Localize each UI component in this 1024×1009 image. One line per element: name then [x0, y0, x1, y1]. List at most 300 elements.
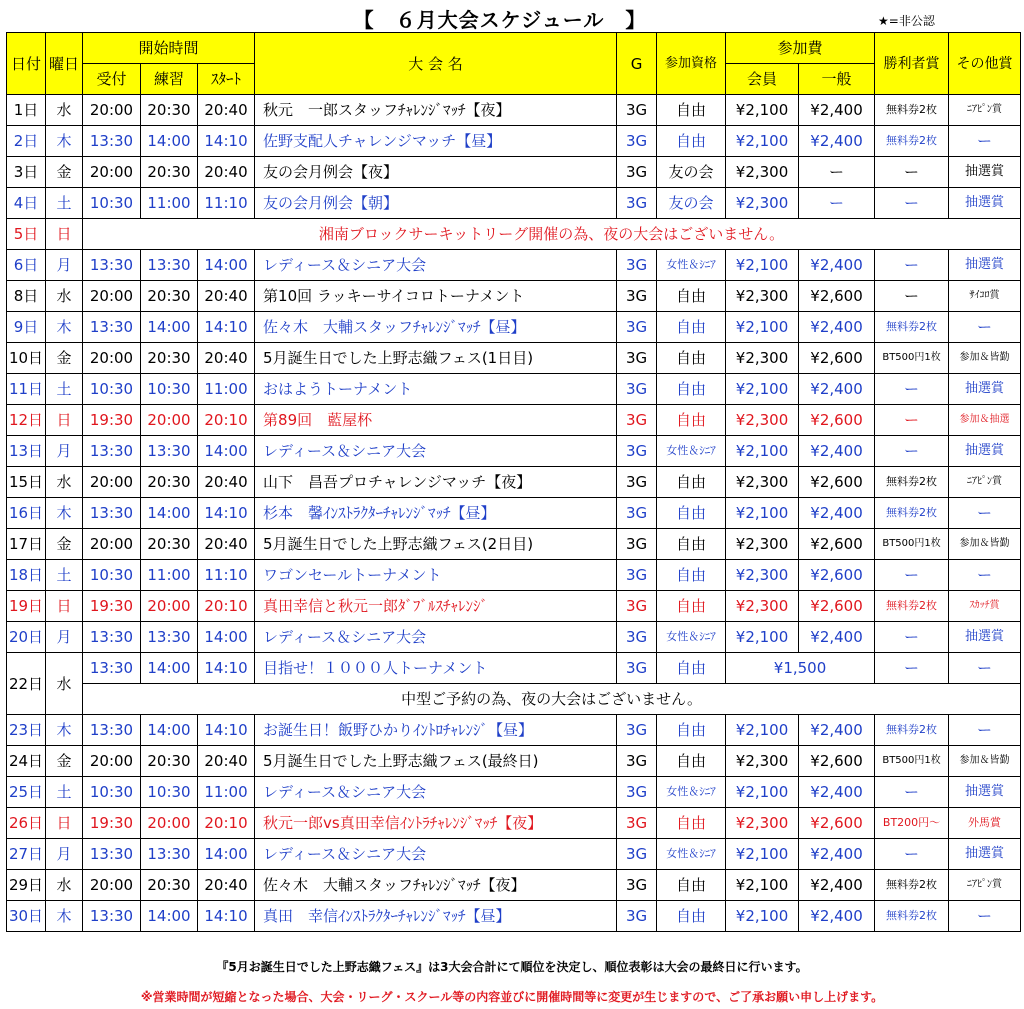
row-other-prize: 抽選賞	[949, 777, 1021, 808]
row-winner-prize: 無料券2枚	[875, 467, 949, 498]
row-general-fee: ー	[799, 188, 875, 219]
row-other-prize: 抽選賞	[949, 622, 1021, 653]
row-weekday: 土	[46, 374, 83, 405]
row-practice: 20:30	[141, 746, 198, 777]
row-g: 3G	[617, 498, 657, 529]
row-name: 佐々木 大輔スタッフﾁｬﾚﾝｼﾞﾏｯﾁ【夜】	[255, 870, 617, 901]
row-reception: 13:30	[83, 498, 141, 529]
header-date: 日付	[7, 33, 46, 95]
row-practice: 13:30	[141, 250, 198, 281]
row-name: 5月誕生日でした上野志織フェス(2日目)	[255, 529, 617, 560]
row-weekday: 水	[46, 870, 83, 901]
schedule-table	[6, 32, 1021, 932]
row-date: 30日	[7, 901, 46, 932]
row-general-fee: ¥2,400	[799, 95, 875, 126]
row-start: 20:40	[198, 746, 255, 777]
row-reception: 20:00	[83, 870, 141, 901]
row-practice: 20:30	[141, 870, 198, 901]
row-member-fee: ¥2,300	[726, 343, 799, 374]
row-winner-prize: ー	[875, 560, 949, 591]
row-start: 14:00	[198, 839, 255, 870]
row-practice: 20:00	[141, 405, 198, 436]
row-winner-prize: 無料券2枚	[875, 715, 949, 746]
row-reception: 10:30	[83, 374, 141, 405]
header-row-1	[7, 33, 1021, 64]
header-practice: 練習	[141, 64, 198, 95]
row-name: 杉本 馨ｲﾝｽﾄﾗｸﾀｰﾁｬﾚﾝｼﾞﾏｯﾁ【昼】	[255, 498, 617, 529]
row-general-fee: ¥2,400	[799, 498, 875, 529]
row-name: レディース＆シニア大会	[255, 622, 617, 653]
row-winner-prize: 無料券2枚	[875, 95, 949, 126]
row-date: 11日	[7, 374, 46, 405]
row-reception: 13:30	[83, 126, 141, 157]
row-reception: 13:30	[83, 622, 141, 653]
row-date: 3日	[7, 157, 46, 188]
row-general-fee: ¥2,600	[799, 281, 875, 312]
row-name: 佐々木 大輔スタッフﾁｬﾚﾝｼﾞﾏｯﾁ【昼】	[255, 312, 617, 343]
row-reception: 13:30	[83, 715, 141, 746]
row-practice: 14:00	[141, 653, 198, 684]
row-member-fee: ¥2,300	[726, 560, 799, 591]
table-row	[7, 560, 1021, 591]
row-start: 11:10	[198, 560, 255, 591]
row-qualification: 自由	[657, 374, 726, 405]
row-name: お誕生日！飯野ひかりｲﾝﾄﾛﾁｬﾚﾝｼﾞ【昼】	[255, 715, 617, 746]
row-fee: ¥1,500	[726, 653, 875, 684]
row-g: 3G	[617, 777, 657, 808]
row-g: 3G	[617, 653, 657, 684]
row-name: おはようトーナメント	[255, 374, 617, 405]
row-qualification: 友の会	[657, 188, 726, 219]
row-name: 目指せ！１０００人トーナメント	[255, 653, 617, 684]
row-winner-prize: BT500円1枚	[875, 343, 949, 374]
row-practice: 20:30	[141, 467, 198, 498]
row-weekday: 水	[46, 653, 83, 715]
row-winner-prize: 無料券2枚	[875, 498, 949, 529]
row-winner-prize: 無料券2枚	[875, 591, 949, 622]
table-row	[7, 901, 1021, 932]
row-name: 秋元一郎vs真田幸信ｲﾝﾄﾗﾁｬﾚﾝｼﾞﾏｯﾁ【夜】	[255, 808, 617, 839]
row-weekday: 金	[46, 157, 83, 188]
row-start: 20:40	[198, 870, 255, 901]
row-date: 27日	[7, 839, 46, 870]
row-start: 14:00	[198, 436, 255, 467]
table-row	[7, 467, 1021, 498]
row-weekday: 水	[46, 95, 83, 126]
row-date: 6日	[7, 250, 46, 281]
row-reception: 13:30	[83, 839, 141, 870]
table-row	[7, 715, 1021, 746]
header-member: 会員	[726, 64, 799, 95]
row-start: 20:40	[198, 281, 255, 312]
table-row	[7, 777, 1021, 808]
row-member-fee: ¥2,300	[726, 281, 799, 312]
row-general-fee: ー	[799, 157, 875, 188]
row-g: 3G	[617, 188, 657, 219]
row-winner-prize: ー	[875, 250, 949, 281]
row-practice: 13:30	[141, 436, 198, 467]
row-practice: 20:00	[141, 808, 198, 839]
row-name: レディース＆シニア大会	[255, 436, 617, 467]
row-weekday: 木	[46, 126, 83, 157]
row-g: 3G	[617, 591, 657, 622]
row-g: 3G	[617, 622, 657, 653]
row-general-fee: ¥2,400	[799, 870, 875, 901]
header-general: 一般	[799, 64, 875, 95]
row-other-prize: 抽選賞	[949, 188, 1021, 219]
row-member-fee: ¥2,300	[726, 746, 799, 777]
table-row	[7, 250, 1021, 281]
table-row	[7, 188, 1021, 219]
row-name: ワゴンセールトーナメント	[255, 560, 617, 591]
row-name: 山下 昌吾プロチャレンジマッチ【夜】	[255, 467, 617, 498]
footnote-festival: 『5月お誕生日でした上野志織フェス』は3大会合計にて順位を決定し、順位表彰は大会の最終日に行います。	[216, 960, 808, 974]
table-row	[7, 343, 1021, 374]
row-g: 3G	[617, 281, 657, 312]
row-other-prize: 抽選賞	[949, 839, 1021, 870]
table-row	[7, 95, 1021, 126]
header-winner-prize: 勝利者賞	[875, 33, 949, 95]
header-weekday: 曜日	[46, 33, 83, 95]
header-reception: 受付	[83, 64, 141, 95]
row-qualification: 自由	[657, 343, 726, 374]
row-practice: 14:00	[141, 126, 198, 157]
row-start: 11:00	[198, 777, 255, 808]
row-qualification: 自由	[657, 467, 726, 498]
row-start: 20:40	[198, 529, 255, 560]
row-date: 26日	[7, 808, 46, 839]
row-winner-prize: BT200円～	[875, 808, 949, 839]
row-winner-prize: ー	[875, 281, 949, 312]
row-weekday: 木	[46, 715, 83, 746]
table-row	[7, 126, 1021, 157]
row-practice: 20:30	[141, 157, 198, 188]
header-fee: 参加費	[726, 33, 875, 64]
row-g: 3G	[617, 436, 657, 467]
row-reception: 10:30	[83, 188, 141, 219]
row-start: 14:00	[198, 622, 255, 653]
header-start-time: 開始時間	[83, 33, 255, 64]
row-qualification: 自由	[657, 95, 726, 126]
row-winner-prize: ー	[875, 374, 949, 405]
page-title: 【 ６月大会スケジュール 】	[353, 8, 647, 32]
row-date: 24日	[7, 746, 46, 777]
header-g: G	[617, 33, 657, 95]
row-general-fee: ¥2,400	[799, 312, 875, 343]
row-member-fee: ¥2,300	[726, 467, 799, 498]
row-general-fee: ¥2,600	[799, 405, 875, 436]
table-row	[7, 746, 1021, 777]
row-winner-prize: 無料券2枚	[875, 312, 949, 343]
row-other-prize: ｽｶｯﾁ賞	[949, 591, 1021, 622]
row-qualification: 自由	[657, 312, 726, 343]
row-general-fee: ¥2,400	[799, 126, 875, 157]
row-start: 14:10	[198, 312, 255, 343]
row-date: 13日	[7, 436, 46, 467]
row-start: 14:10	[198, 901, 255, 932]
row-name: 佐野支配人チャレンジマッチ【昼】	[255, 126, 617, 157]
table-row	[7, 808, 1021, 839]
row-other-prize: 外馬賞	[949, 808, 1021, 839]
row-date: 20日	[7, 622, 46, 653]
table-row	[7, 374, 1021, 405]
row-qualification: 自由	[657, 126, 726, 157]
row-weekday: 月	[46, 839, 83, 870]
row-other-prize: ー	[949, 715, 1021, 746]
row-weekday: 日	[46, 219, 83, 250]
footnote-notice: ※営業時間が短縮となった場合、大会・リーグ・スクール等の内容並びに開催時間等に変更が生じますので、ご了承お願い申し上げます。	[140, 990, 884, 1004]
table-row	[7, 498, 1021, 529]
row-general-fee: ¥2,400	[799, 777, 875, 808]
row-general-fee: ¥2,400	[799, 901, 875, 932]
row-date: 10日	[7, 343, 46, 374]
row-reception: 19:30	[83, 591, 141, 622]
row-name: 真田幸信と秋元一郎ﾀﾞﾌﾞﾙｽﾁｬﾚﾝｼﾞ	[255, 591, 617, 622]
row-date: 29日	[7, 870, 46, 901]
row-general-fee: ¥2,600	[799, 467, 875, 498]
table-row	[7, 312, 1021, 343]
row-qualification: 女性＆ｼﾆｱ	[657, 622, 726, 653]
row-general-fee: ¥2,600	[799, 808, 875, 839]
row-winner-prize: BT500円1枚	[875, 746, 949, 777]
row-qualification: 女性＆ｼﾆｱ	[657, 839, 726, 870]
row-practice: 13:30	[141, 839, 198, 870]
row-qualification: 自由	[657, 529, 726, 560]
row-general-fee: ¥2,600	[799, 529, 875, 560]
row-other-prize: ﾆｱﾋﾟﾝ賞	[949, 467, 1021, 498]
row-other-prize: 参加＆皆勤	[949, 529, 1021, 560]
table-row	[7, 436, 1021, 467]
row-g: 3G	[617, 839, 657, 870]
table-row-notice	[7, 684, 1021, 715]
row-qualification: 女性＆ｼﾆｱ	[657, 436, 726, 467]
header-qualification: 参加資格	[657, 33, 726, 95]
row-qualification: 女性＆ｼﾆｱ	[657, 777, 726, 808]
row-date: 2日	[7, 126, 46, 157]
row-start: 20:40	[198, 157, 255, 188]
row-name: 5月誕生日でした上野志織フェス(最終日)	[255, 746, 617, 777]
row-g: 3G	[617, 343, 657, 374]
row-member-fee: ¥2,100	[726, 95, 799, 126]
row-winner-prize: ー	[875, 777, 949, 808]
row-g: 3G	[617, 250, 657, 281]
row-member-fee: ¥2,100	[726, 901, 799, 932]
row-winner-prize: BT500円1枚	[875, 529, 949, 560]
row-date: 12日	[7, 405, 46, 436]
row-weekday: 金	[46, 746, 83, 777]
row-date: 16日	[7, 498, 46, 529]
row-winner-prize: ー	[875, 157, 949, 188]
row-name: 真田 幸信ｲﾝｽﾄﾗｸﾀｰﾁｬﾚﾝｼﾞﾏｯﾁ【昼】	[255, 901, 617, 932]
row-other-prize: ー	[949, 126, 1021, 157]
row-g: 3G	[617, 560, 657, 591]
row-member-fee: ¥2,100	[726, 839, 799, 870]
row-other-prize: 抽選賞	[949, 157, 1021, 188]
row-weekday: 日	[46, 591, 83, 622]
row-reception: 20:00	[83, 529, 141, 560]
row-weekday: 金	[46, 343, 83, 374]
row-reception: 19:30	[83, 405, 141, 436]
row-practice: 11:00	[141, 560, 198, 591]
row-member-fee: ¥2,100	[726, 374, 799, 405]
table-row	[7, 157, 1021, 188]
row-weekday: 水	[46, 467, 83, 498]
row-start: 14:10	[198, 498, 255, 529]
row-member-fee: ¥2,100	[726, 498, 799, 529]
row-qualification: 自由	[657, 870, 726, 901]
row-other-prize: ー	[949, 653, 1021, 684]
table-row	[7, 591, 1021, 622]
row-date: 5日	[7, 219, 46, 250]
row-other-prize: 抽選賞	[949, 250, 1021, 281]
row-member-fee: ¥2,300	[726, 405, 799, 436]
row-qualification: 自由	[657, 405, 726, 436]
header-other-prize: その他賞	[949, 33, 1021, 95]
row-start: 14:10	[198, 653, 255, 684]
row-start: 14:10	[198, 126, 255, 157]
row-notice: 湘南ブロックサーキットリーグ開催の為、夜の大会はございません。	[83, 219, 1021, 250]
row-winner-prize: 無料券2枚	[875, 870, 949, 901]
row-general-fee: ¥2,600	[799, 591, 875, 622]
row-weekday: 月	[46, 622, 83, 653]
row-member-fee: ¥2,100	[726, 777, 799, 808]
row-weekday: 土	[46, 188, 83, 219]
row-start: 20:40	[198, 343, 255, 374]
row-other-prize: ー	[949, 901, 1021, 932]
row-reception: 20:00	[83, 343, 141, 374]
row-general-fee: ¥2,400	[799, 839, 875, 870]
row-weekday: 木	[46, 312, 83, 343]
row-member-fee: ¥2,300	[726, 808, 799, 839]
row-member-fee: ¥2,100	[726, 715, 799, 746]
row-reception: 13:30	[83, 653, 141, 684]
row-g: 3G	[617, 870, 657, 901]
row-name: 第89回 藍屋杯	[255, 405, 617, 436]
row-qualification: 自由	[657, 560, 726, 591]
row-member-fee: ¥2,300	[726, 591, 799, 622]
row-practice: 13:30	[141, 622, 198, 653]
row-qualification: 友の会	[657, 157, 726, 188]
row-reception: 10:30	[83, 777, 141, 808]
row-date: 23日	[7, 715, 46, 746]
row-practice: 14:00	[141, 498, 198, 529]
row-date: 1日	[7, 95, 46, 126]
row-other-prize: ﾆｱﾋﾟﾝ賞	[949, 95, 1021, 126]
row-practice: 20:30	[141, 529, 198, 560]
row-other-prize: 参加＆抽選	[949, 405, 1021, 436]
row-practice: 14:00	[141, 901, 198, 932]
row-reception: 20:00	[83, 95, 141, 126]
row-reception: 10:30	[83, 560, 141, 591]
row-other-prize: ﾆｱﾋﾟﾝ賞	[949, 870, 1021, 901]
row-reception: 20:00	[83, 467, 141, 498]
row-weekday: 水	[46, 281, 83, 312]
row-winner-prize: ー	[875, 188, 949, 219]
row-weekday: 土	[46, 777, 83, 808]
row-start: 20:10	[198, 808, 255, 839]
row-start: 14:00	[198, 250, 255, 281]
row-general-fee: ¥2,600	[799, 746, 875, 777]
header-name: 大 会 名	[255, 33, 617, 95]
row-reception: 19:30	[83, 808, 141, 839]
row-member-fee: ¥2,300	[726, 188, 799, 219]
row-reception: 20:00	[83, 157, 141, 188]
table-row	[7, 839, 1021, 870]
table-row	[7, 405, 1021, 436]
row-other-prize: 参加＆皆勤	[949, 343, 1021, 374]
row-reception: 13:30	[83, 901, 141, 932]
row-member-fee: ¥2,100	[726, 436, 799, 467]
row-general-fee: ¥2,400	[799, 715, 875, 746]
row-start: 20:10	[198, 405, 255, 436]
row-g: 3G	[617, 901, 657, 932]
row-general-fee: ¥2,600	[799, 343, 875, 374]
row-other-prize: ー	[949, 498, 1021, 529]
row-g: 3G	[617, 808, 657, 839]
row-weekday: 月	[46, 250, 83, 281]
row-qualification: 自由	[657, 715, 726, 746]
row-practice: 14:00	[141, 312, 198, 343]
row-g: 3G	[617, 157, 657, 188]
row-name: レディース＆シニア大会	[255, 777, 617, 808]
row-member-fee: ¥2,300	[726, 157, 799, 188]
row-g: 3G	[617, 467, 657, 498]
row-date: 17日	[7, 529, 46, 560]
row-date: 18日	[7, 560, 46, 591]
row-name: 友の会月例会【朝】	[255, 188, 617, 219]
row-name: レディース＆シニア大会	[255, 839, 617, 870]
row-name: 第10回 ラッキーサイコロトーナメント	[255, 281, 617, 312]
row-date: 8日	[7, 281, 46, 312]
row-qualification: 自由	[657, 746, 726, 777]
row-g: 3G	[617, 746, 657, 777]
row-practice: 10:30	[141, 374, 198, 405]
row-date: 9日	[7, 312, 46, 343]
row-reception: 13:30	[83, 312, 141, 343]
row-notice: 中型ご予約の為、夜の大会はございません。	[83, 684, 1021, 715]
row-member-fee: ¥2,100	[726, 622, 799, 653]
row-date: 22日	[7, 653, 46, 715]
row-g: 3G	[617, 405, 657, 436]
row-qualification: 自由	[657, 498, 726, 529]
row-reception: 13:30	[83, 436, 141, 467]
row-weekday: 金	[46, 529, 83, 560]
row-qualification: 自由	[657, 901, 726, 932]
row-date: 4日	[7, 188, 46, 219]
table-row	[7, 281, 1021, 312]
table-row	[7, 622, 1021, 653]
row-other-prize: ー	[949, 560, 1021, 591]
row-reception: 13:30	[83, 250, 141, 281]
row-date: 25日	[7, 777, 46, 808]
row-practice: 20:00	[141, 591, 198, 622]
row-member-fee: ¥2,300	[726, 529, 799, 560]
row-qualification: 自由	[657, 653, 726, 684]
row-weekday: 日	[46, 808, 83, 839]
row-weekday: 月	[46, 436, 83, 467]
row-winner-prize: ー	[875, 405, 949, 436]
row-winner-prize: ー	[875, 839, 949, 870]
row-general-fee: ¥2,400	[799, 436, 875, 467]
header-start: ｽﾀｰﾄ	[198, 64, 255, 95]
row-other-prize: 参加＆皆勤	[949, 746, 1021, 777]
row-member-fee: ¥2,100	[726, 126, 799, 157]
row-g: 3G	[617, 126, 657, 157]
row-practice: 11:00	[141, 188, 198, 219]
row-practice: 10:30	[141, 777, 198, 808]
row-weekday: 日	[46, 405, 83, 436]
table-row	[7, 219, 1021, 250]
